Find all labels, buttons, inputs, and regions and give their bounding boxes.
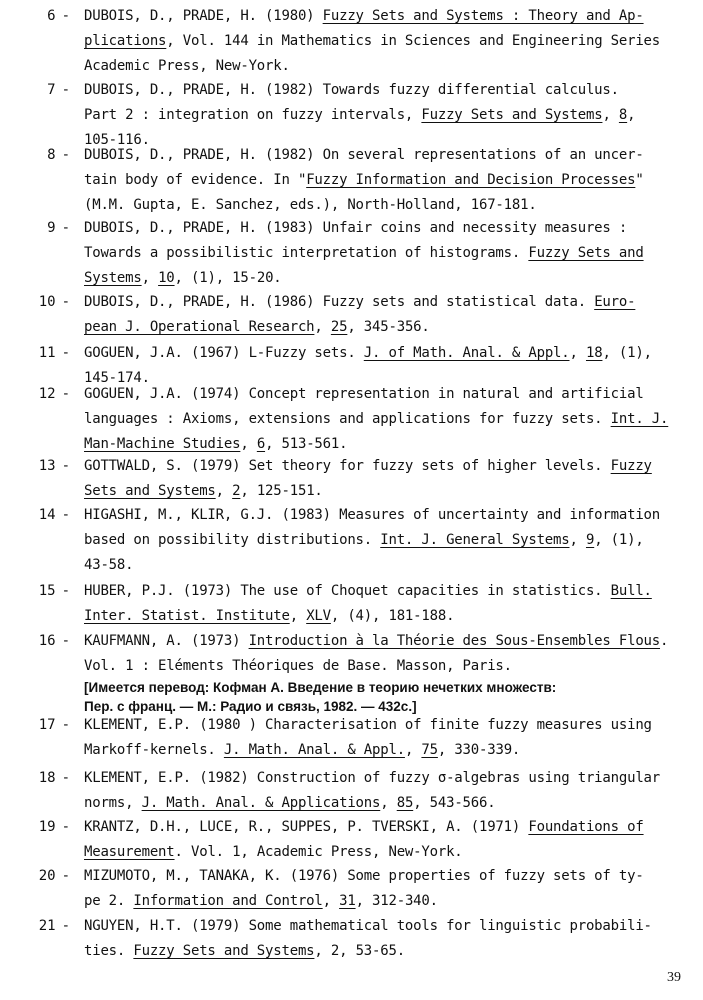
reference-text: , [322, 893, 340, 909]
reference-number-value: 21 [38, 918, 56, 934]
reference-line [84, 370, 150, 386]
reference-text: , 345-356. [347, 319, 430, 335]
reference-number: 13 - [38, 458, 70, 474]
reference-source-title: Introduction à la Théorie des Sous-Ensembles Flous [248, 633, 661, 649]
translation-note-line: Пер. с франц. — М.: Радио и связь, 1982. — 432с.] [84, 699, 417, 714]
reference-number-value: 14 [38, 507, 56, 523]
reference-source-title: pean J. Operational Research [84, 319, 315, 335]
reference-line [84, 633, 668, 649]
reference-text: , 125-151. [240, 483, 323, 499]
reference-source-title: 75 [421, 742, 438, 758]
reference-number: 20 - [38, 868, 70, 884]
reference-text: , [141, 270, 159, 286]
reference-text: NGUYEN, H.T. (1979) Some mathematical tools for linguistic probabili- [84, 918, 652, 934]
reference-text: , 312-340. [355, 893, 438, 909]
reference-line [84, 943, 405, 959]
reference-source-title: Euro- [594, 294, 636, 310]
reference-text: " [635, 172, 644, 188]
reference-number-value: 13 [38, 458, 56, 474]
reference-line [84, 583, 652, 599]
reference-source-title: 25 [330, 319, 348, 335]
reference-source-title: Int. J. [610, 411, 669, 427]
reference-text: GOGUEN, J.A. (1967) L-Fuzzy sets. [84, 345, 364, 361]
reference-text: 43-58. [84, 557, 134, 573]
reference-line [84, 245, 644, 261]
reference-line [84, 868, 644, 884]
reference-text: ties. [84, 943, 134, 959]
reference-text: , [602, 107, 619, 123]
reference-number-value: 6 [47, 8, 56, 24]
reference-text: , (1), [602, 345, 652, 361]
reference-source-title: XLV [306, 608, 331, 624]
reference-number: 10 - [38, 294, 70, 310]
reference-number-value: 9 [47, 220, 56, 236]
reference-source-title: 10 [158, 270, 175, 286]
reference-text: KAUFMANN, A. (1973) [84, 633, 249, 649]
page-number: 39 [667, 970, 681, 985]
reference-text: , (1), [594, 532, 644, 548]
reference-line [84, 483, 323, 499]
reference-source-title: Measurement [84, 844, 175, 860]
reference-line [84, 658, 512, 674]
reference-source-title: 31 [339, 893, 356, 909]
reference-source-title: Foundations of [528, 819, 644, 835]
reference-number-value: 12 [38, 386, 56, 402]
reference-text: , (1), 15-20. [174, 270, 282, 286]
reference-number: 6 - [47, 8, 70, 24]
reference-text: DUBOIS, D., PRADE, H. (1982) Towards fuzzy differential calculus. [84, 82, 619, 98]
reference-number: 7 - [47, 82, 70, 98]
reference-source-title: 6 [256, 436, 266, 452]
reference-text: based on possibility distributions. [84, 532, 381, 548]
reference-source-title: J. of Math. Anal. & Appl. [363, 345, 570, 361]
reference-number-value: 19 [38, 819, 56, 835]
reference-number-value: 16 [38, 633, 56, 649]
reference-number-value: 20 [38, 868, 56, 884]
reference-text: Part 2 : integration on fuzzy intervals, [84, 107, 422, 123]
reference-text: , [569, 532, 586, 548]
reference-number: 17 - [38, 717, 70, 733]
reference-source-title: Fuzzy Sets and Systems : Theory and Ap- [322, 8, 644, 24]
reference-source-title: 18 [585, 345, 603, 361]
reference-source-title: Fuzzy [610, 458, 652, 474]
reference-line [84, 147, 644, 163]
reference-text: tain body of evidence. In " [84, 172, 307, 188]
reference-source-title: Fuzzy Sets and Systems [421, 107, 603, 123]
reference-text: , 543-566. [413, 795, 496, 811]
reference-text: HUBER, P.J. (1973) The use of Choquet capacities in statistics. [84, 583, 611, 599]
reference-line [84, 319, 430, 335]
reference-number: 16 - [38, 633, 70, 649]
reference-text: , [215, 483, 233, 499]
reference-text: , Vol. 144 in Mathematics in Sciences and Engineering Series [166, 33, 661, 49]
reference-text: MIZUMOTO, M., TANAKA, K. (1976) Some properties of fuzzy sets of ty- [84, 868, 644, 884]
reference-line [84, 893, 438, 909]
reference-line [84, 411, 668, 427]
reference-text: , 330-339. [437, 742, 521, 758]
reference-text: , [627, 107, 636, 123]
reference-source-title: 2 [232, 483, 241, 499]
reference-line [84, 844, 463, 860]
reference-number-value: 11 [38, 345, 56, 361]
reference-text: DUBOIS, D., PRADE, H. (1986) Fuzzy sets and statistical data. [84, 294, 595, 310]
reference-number: 11 - [38, 345, 70, 361]
reference-text: Markoff-kernels. [84, 742, 224, 758]
reference-text: pe 2. [84, 893, 134, 909]
reference-line [84, 819, 644, 835]
reference-source-title: Int. J. General Systems [380, 532, 570, 548]
reference-line [84, 742, 520, 758]
reference-line [84, 795, 495, 811]
reference-line [84, 270, 282, 286]
reference-line [84, 197, 537, 213]
reference-line [84, 58, 290, 74]
translation-note-line: [Имеется перевод: Кофман А. Введение в теорию нечетких множеств: [84, 680, 557, 695]
reference-text: Vol. 1 : Eléments Théoriques de Base. Masson, Paris. [84, 658, 512, 674]
reference-text: KRANTZ, D.H., LUCE, R., SUPPES, P. TVERSKI, A. (1971) [84, 819, 529, 835]
reference-text: DUBOIS, D., PRADE, H. (1983) Unfair coins and necessity measures : [84, 220, 628, 236]
reference-line [84, 608, 454, 624]
reference-number-value: 18 [38, 770, 56, 786]
reference-source-title: Bull. [610, 583, 652, 599]
reference-line [84, 458, 652, 474]
reference-source-title: Fuzzy Sets and [528, 245, 644, 261]
reference-source-title: J. Math. Anal. & Appl. [223, 742, 405, 758]
reference-line [84, 436, 347, 452]
reference-number-value: 15 [38, 583, 56, 599]
reference-line [84, 386, 644, 402]
reference-line [84, 507, 660, 523]
reference-text: , 2, 53-65. [314, 943, 405, 959]
reference-line [84, 294, 635, 310]
reference-number-value: 8 [47, 147, 56, 163]
reference-source-title: Systems [84, 270, 142, 286]
reference-line [84, 345, 652, 361]
reference-text: GOGUEN, J.A. (1974) Concept representation in natural and artificial [84, 386, 644, 402]
reference-number: 15 - [38, 583, 70, 599]
reference-number: 18 - [38, 770, 70, 786]
reference-line [84, 717, 652, 733]
reference-line [84, 220, 627, 236]
reference-number: 19 - [38, 819, 70, 835]
reference-text: norms, [84, 795, 142, 811]
reference-text: (M.M. Gupta, E. Sanchez, eds.), North-Holland, 167-181. [84, 197, 537, 213]
reference-text: 145-174. [84, 370, 150, 386]
reference-text: GOTTWALD, S. (1979) Set theory for fuzzy sets of higher levels. [84, 458, 611, 474]
reference-text: . [660, 633, 669, 649]
reference-text: HIGASHI, M., KLIR, G.J. (1983) Measures of uncertainty and information [84, 507, 661, 523]
reference-source-title: 8 [618, 107, 628, 123]
reference-text: 105-116. [84, 132, 150, 148]
reference-source-title: Inter. Statist. Institute [84, 608, 290, 624]
reference-text: , [314, 319, 331, 335]
reference-number: 14 - [38, 507, 70, 523]
reference-text: DUBOIS, D., PRADE, H. (1980) [84, 8, 323, 24]
reference-text: KLEMENT, E.P. (1982) Construction of fuzzy σ-algebras using triangular [84, 770, 661, 786]
reference-source-title: Sets and Systems [84, 483, 216, 499]
reference-text: KLEMENT, E.P. (1980 ) Characterisation of finite fuzzy measures using [84, 717, 652, 733]
reference-text: Towards a possibilistic interpretation of histograms. [84, 245, 529, 261]
reference-text: , [240, 436, 257, 452]
reference-number: 12 - [38, 386, 70, 402]
reference-line [84, 770, 660, 786]
reference-number: 9 - [47, 220, 70, 236]
reference-source-title: Information and Control [133, 893, 323, 909]
reference-text: DUBOIS, D., PRADE, H. (1982) On several representations of an uncer- [84, 147, 644, 163]
reference-text: , [380, 795, 397, 811]
reference-source-title: plications [84, 33, 167, 49]
reference-source-title: J. Math. Anal. & Applications [141, 795, 381, 811]
reference-number-value: 17 [38, 717, 56, 733]
reference-line [84, 107, 635, 123]
reference-source-title: Man-Machine Studies [84, 436, 241, 452]
reference-source-title: 9 [585, 532, 595, 548]
reference-number-value: 10 [38, 294, 56, 310]
reference-text: Academic Press, New-York. [84, 58, 290, 74]
reference-line [84, 8, 644, 24]
reference-line [84, 132, 150, 148]
reference-line [84, 557, 133, 573]
reference-text: , (4), 181-188. [330, 608, 455, 624]
reference-source-title: Fuzzy Sets and Systems [133, 943, 315, 959]
reference-line [84, 532, 644, 548]
reference-source-title: Fuzzy Information and Decision Processes [306, 172, 636, 188]
reference-line [84, 172, 644, 188]
reference-text: . Vol. 1, Academic Press, New-York. [174, 844, 463, 860]
reference-number-value: 7 [47, 82, 56, 98]
reference-line [84, 82, 619, 98]
reference-line [84, 33, 660, 49]
reference-text: , [569, 345, 586, 361]
reference-number: 8 - [47, 147, 70, 163]
reference-line [84, 918, 652, 934]
reference-text: , [289, 608, 307, 624]
reference-text: , [404, 742, 422, 758]
reference-number: 21 - [38, 918, 70, 934]
reference-text: languages : Axioms, extensions and applications for fuzzy sets. [84, 411, 611, 427]
reference-text: , 513-561. [265, 436, 348, 452]
reference-source-title: 85 [396, 795, 414, 811]
